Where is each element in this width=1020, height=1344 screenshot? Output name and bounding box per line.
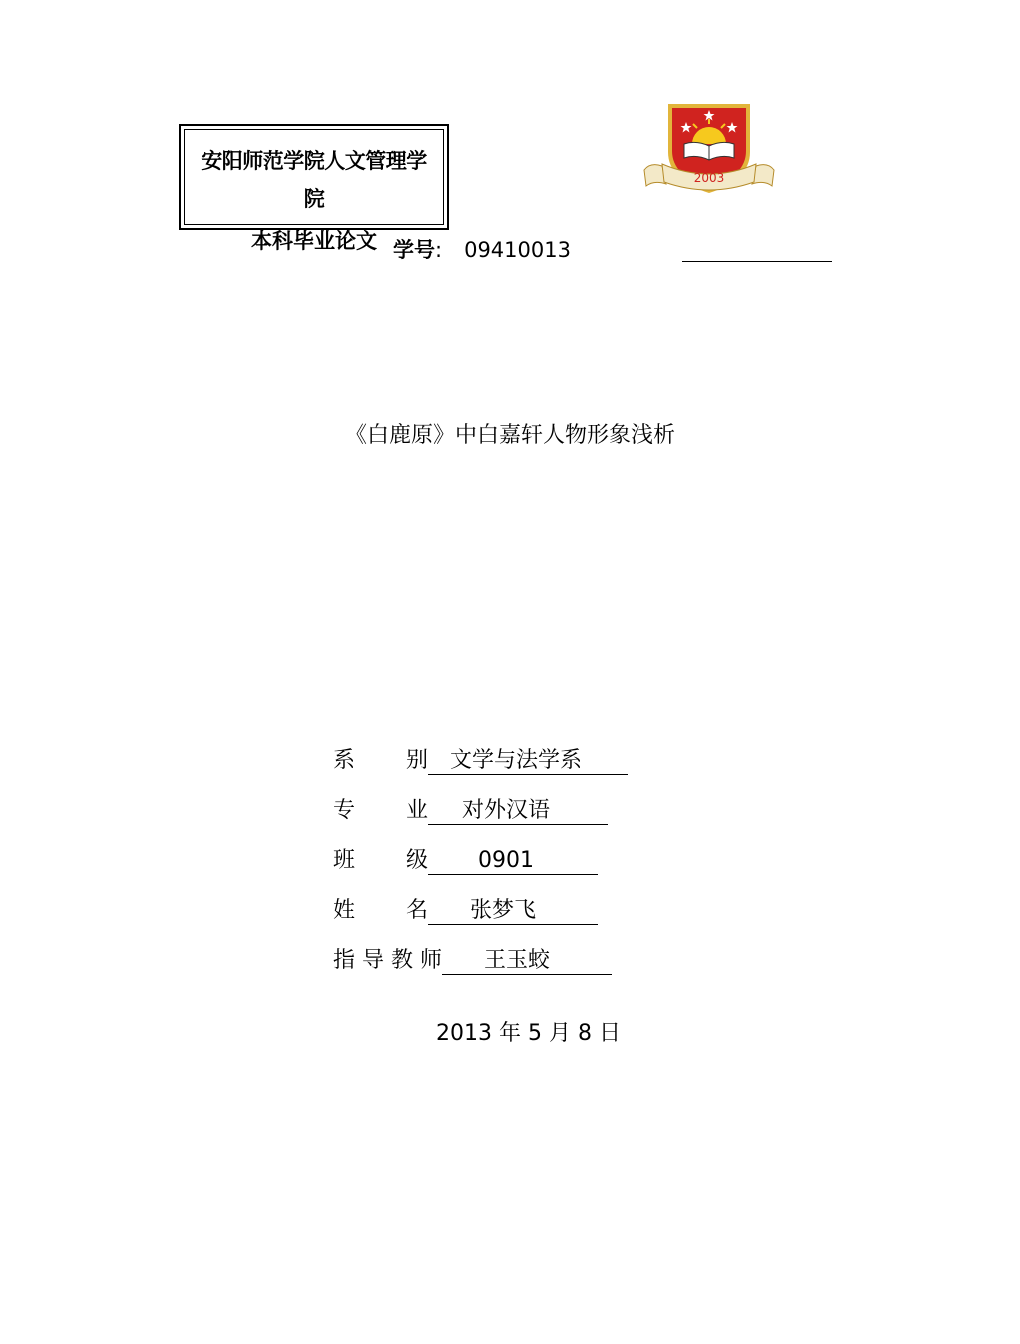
advisor-label: 指 导 教 师 bbox=[333, 948, 442, 973]
department-value: 文学与法学系 bbox=[428, 748, 628, 775]
student-name-value: 张梦飞 bbox=[428, 898, 598, 925]
major-label-1: 专 bbox=[333, 798, 356, 823]
emblem-year: 2003 bbox=[693, 171, 725, 185]
class-row bbox=[333, 846, 598, 876]
thesis-title: 《白鹿原》中白嘉轩人物形象浅析 bbox=[344, 423, 675, 448]
department-row bbox=[333, 746, 628, 776]
major-row bbox=[333, 796, 608, 826]
school-name bbox=[189, 142, 439, 218]
department-label-2: 别 bbox=[406, 748, 429, 773]
school-name-line1: 安阳师范学院人文管理学 bbox=[201, 149, 427, 173]
student-id-blank-line bbox=[682, 261, 832, 262]
student-id-colon: : bbox=[435, 238, 443, 262]
thesis-type-cut: 本科毕业论文 bbox=[251, 229, 377, 253]
advisor-row bbox=[333, 946, 612, 976]
major-label-2: 业 bbox=[406, 798, 429, 823]
school-name-line2: 院 bbox=[303, 187, 325, 211]
major-value: 对外汉语 bbox=[428, 798, 608, 825]
student-id-value: 09410013 bbox=[464, 238, 571, 262]
advisor-value: 王玉蛟 bbox=[442, 948, 612, 975]
class-value: 0901 bbox=[428, 848, 598, 875]
student-id bbox=[393, 236, 571, 264]
student-id-label: 学号 bbox=[393, 238, 435, 262]
class-label-1: 班 bbox=[333, 848, 356, 873]
name-label-2: 名 bbox=[406, 898, 429, 923]
school-emblem-icon bbox=[640, 100, 778, 196]
submission-date: 2013 年 5 月 8 日 bbox=[436, 1021, 621, 1046]
class-label-2: 级 bbox=[406, 848, 429, 873]
department-label-1: 系 bbox=[333, 748, 356, 773]
name-row bbox=[333, 896, 598, 926]
name-label-1: 姓 bbox=[333, 898, 356, 923]
